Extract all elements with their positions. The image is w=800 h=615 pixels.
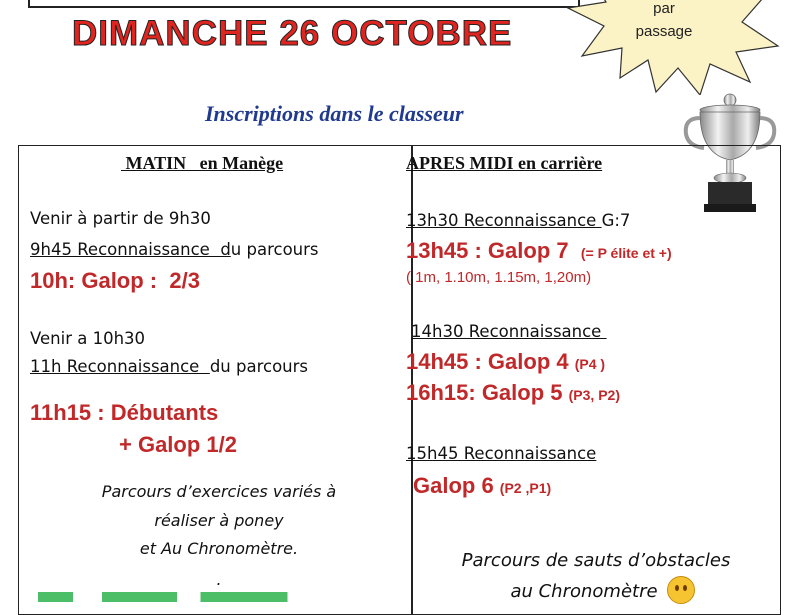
morning-note-3: et Au Chronomètre. [139, 539, 299, 558]
afternoon-line-recon-2: 14h30 Reconnaissance [411, 322, 607, 341]
afternoon-galop-7 [406, 238, 672, 264]
afternoon-note-1: Parcours de sauts d’obstacles [461, 550, 731, 571]
title-box-bottom [28, 0, 580, 8]
afternoon-recon-1-rest: G:7 [601, 211, 631, 230]
morning-recon-2-rest: du parcours [209, 357, 309, 376]
morning-line-recon-1 [30, 240, 319, 259]
morning-recon-1-rest: u parcours [230, 240, 319, 259]
morning-note-2: réaliser à poney [154, 511, 284, 530]
morning-galop-12: + Galop 1/2 [119, 432, 237, 457]
morning-debutants: 11h15 : Débutants [30, 400, 219, 425]
afternoon-line-recon-3: 15h45 Reconnaissance [406, 444, 597, 463]
afternoon-recon-1-underlined: 13h30 Reconnaissance [406, 211, 602, 230]
afternoon-line-recon-1 [406, 211, 630, 230]
afternoon-galop-4-level: (P4 ) [574, 356, 606, 372]
star-text-par: par [653, 0, 675, 17]
morning-line-arrival-2: Venir a 10h30 [30, 329, 146, 348]
afternoon-heading: APRES MIDI en carrière [406, 153, 603, 173]
afternoon-heights: ( 1m, 1.10m, 1.15m, 1,20m) [406, 269, 592, 286]
afternoon-galop-5 [406, 380, 620, 406]
star-text-passage: passage [635, 23, 693, 40]
morning-line-arrival-1: Venir à partir de 9h30 [30, 209, 211, 228]
event-date: DIMANCHE 26 OCTOBRE [72, 14, 513, 53]
afternoon-galop-6-level: (P2 ,P1) [499, 480, 552, 496]
morning-note-dot: . [216, 570, 222, 589]
morning-note-1: Parcours d’exercices variés à [101, 482, 337, 501]
afternoon-galop-4-main: 14h45 : Galop 4 [406, 349, 575, 374]
cut-off-green-text [38, 592, 328, 602]
afternoon-galop-6 [413, 473, 551, 499]
afternoon-galop-4 [406, 349, 605, 375]
afternoon-galop-5-main: 16h15: Galop 5 [406, 380, 569, 405]
afternoon-galop-5-level: (P3, P2) [568, 387, 620, 403]
schedule-table [18, 145, 781, 615]
afternoon-galop-6-main: Galop 6 [413, 473, 500, 498]
morning-recon-1-underlined: 9h45 Reconnaissance d [30, 240, 231, 259]
registration-subtitle: Inscriptions dans le classeur [205, 101, 464, 126]
morning-heading: MATIN en Manège [121, 153, 284, 173]
morning-recon-2-underlined: 11h Reconnaissance [30, 357, 210, 376]
afternoon-galop-7-level: (= P élite et +) [580, 245, 672, 261]
morning-line-recon-2 [30, 357, 308, 376]
afternoon-galop-7-main: 13h45 : Galop 7 [406, 238, 581, 263]
morning-galop-23: 10h: Galop : 2/3 [30, 268, 200, 293]
afternoon-note-2: au Chronomètre [510, 581, 658, 602]
